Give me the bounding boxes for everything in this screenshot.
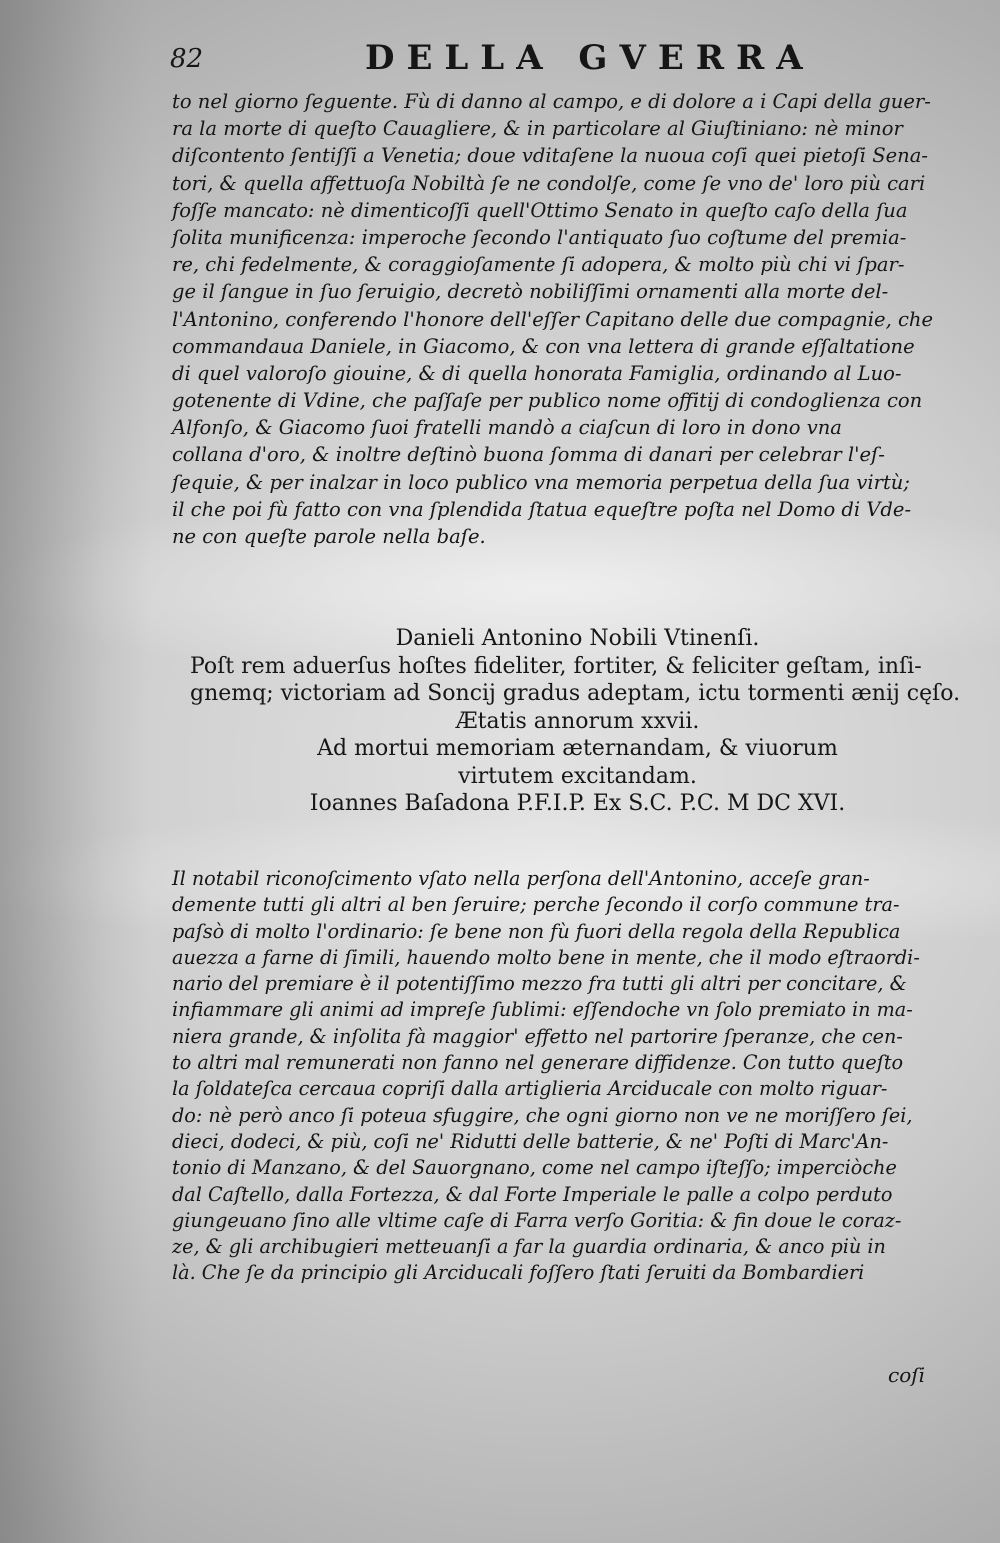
inscription-line: Ætatis annorum xxvii. xyxy=(455,708,700,734)
inscription xyxy=(190,625,965,818)
text-line: foſſe mancato: nè dimenticoſſi quell'Ottimo Senato in queſto caſo della ſua xyxy=(172,198,908,222)
text-line: infiammare gli animi ad impreſe ſublimi: eſſendoche vn ſolo premiato in ma- xyxy=(172,998,913,1022)
text-line: to altri mal remunerati non fanno nel generare diffidenze. Con tutto queſto xyxy=(172,1051,904,1075)
text-line: paſsò di molto l'ordinario: ſe bene non fù fuori della regola della Republica xyxy=(172,919,901,943)
text-line: do: nè però anco ſi poteua sfuggire, che ogni giorno non ve ne moriſſero ſei, xyxy=(172,1103,913,1127)
text-line: ne con queſte parole nella baſe. xyxy=(172,525,486,548)
text-line: Alfonſo, & Giacomo ſuoi fratelli mandò a ciaſcun di loro in dono vna xyxy=(172,416,842,440)
inscription-line: gnemq; victoriam ad Soncij gradus adeptam, ictu tormenti ænij cęſo. xyxy=(190,681,961,706)
text-line: dieci, dodeci, & più, coſi ne' Ridutti delle batterie, & ne' Poſti di Marc'An- xyxy=(172,1129,889,1153)
inscription-line: Poſt rem aduerſus hoſtes fideliter, fortiter, & feliciter geſtam, inſi- xyxy=(190,653,922,679)
text-line: tonio di Manzano, & del Sauorgnano, come nel campo iſteſſo; imperciòche xyxy=(172,1156,897,1180)
text-line: demente tutti gli altri al ben ſeruire; perche ſecondo il corſo commune tra- xyxy=(172,893,900,917)
page-header xyxy=(170,38,970,88)
text-line: ſequie, & per inalzar in loco publico vna memoria perpetua della ſua virtù; xyxy=(172,470,910,494)
inscription-line: Ad mortui memoriam æternandam, & viuorum xyxy=(317,736,838,761)
text-line: l'Antonino, conferendo l'honore dell'eſſer Capitano delle due compagnie, che xyxy=(172,307,934,331)
page-number: 82 xyxy=(170,44,204,74)
text-line: re, chi fedelmente, & coraggioſamente ſi adopera, & molto più chi vi ſpar- xyxy=(172,253,905,277)
text-line: ſolita munificenza: imperoche ſecondo l'antiquato ſuo coſtume del premia- xyxy=(172,225,907,249)
text-line: diſcontento ſentiſſi a Venetia; doue vditaſene la nuoua coſi quei pietoſi Sena- xyxy=(172,144,928,168)
inscription-line: Danieli Antonino Nobili Vtinenſi. xyxy=(395,626,760,651)
paragraph-2 xyxy=(172,866,962,1287)
text-line: il che poi fù fatto con vna ſplendida ſtatua equeſtre poſta nel Domo di Vde- xyxy=(172,497,912,521)
inscription-line: Ioannes Baſadona P.F.I.P. Ex S.C. P.C. M DC XVI. xyxy=(309,791,846,816)
text-line: ge il ſangue in ſuo ſeruigio, decretò nobiliſſimi ornamenti alla morte del- xyxy=(172,280,889,304)
text-line: niera grande, & inſolita fà maggior' effetto nel partorire ſperanze, che cen- xyxy=(172,1024,903,1048)
text-line: Il notabil riconoſcimento vſato nella perſona dell'Antonino, acceſe gran- xyxy=(172,867,870,890)
text-line: tori, & quella affettuoſa Nobiltà ſe ne condolſe, come ſe vno de' loro più cari xyxy=(172,171,926,195)
text-line: la ſoldateſca cercaua copriſi dalla artiglieria Arciducale con molto riguar- xyxy=(172,1077,888,1101)
running-head: DELLA GVERRA xyxy=(365,38,815,78)
paragraph-1 xyxy=(172,88,962,550)
text-line: commandaua Daniele, in Giacomo, & con vna lettera di grande eſſaltatione xyxy=(172,334,915,358)
text-line: auezza a farne di ſimili, hauendo molto bene in mente, che il modo eſtraordi- xyxy=(172,945,920,969)
text-line: to nel giorno ſeguente. Fù di danno al campo, e di dolore a i Capi della guer- xyxy=(172,90,931,113)
text-line: là. Che ſe da principio gli Arciducali foſſero ſtati ſeruiti da Bombardieri xyxy=(172,1261,865,1285)
catchword: coſi xyxy=(888,1363,926,1387)
text-line: nario del premiare è il potentiſſimo mezzo fra tutti gli altri per concitare, & xyxy=(172,972,907,996)
text-line: di quel valoroſo giouine, & di quella honorata Famiglia, ordinando al Luo- xyxy=(172,361,902,385)
text-line: giungeuano ſino alle vltime caſe di Farra verſo Goritia: & fin doue le coraz- xyxy=(172,1208,902,1232)
text-line: ra la morte di queſto Cauagliere, & in particolare al Giuſtiniano: nè minor xyxy=(172,117,903,141)
page-gutter-shadow xyxy=(0,0,150,1543)
text-line: ze, & gli archibugieri metteuanſi a far la guardia ordinaria, & anco più in xyxy=(172,1235,886,1259)
text-line: gotenente di Vdine, che paſſaſe per publico nome offitij di condoglienza con xyxy=(172,389,923,413)
inscription-line: virtutem excitandam. xyxy=(458,763,697,789)
text-line: dal Caſtello, dalla Fortezza, & dal Forte Imperiale le palle a colpo perduto xyxy=(172,1182,893,1206)
text-line: collana d'oro, & inoltre deſtinò buona ſomma di danari per celebrar l'eſ- xyxy=(172,443,885,467)
